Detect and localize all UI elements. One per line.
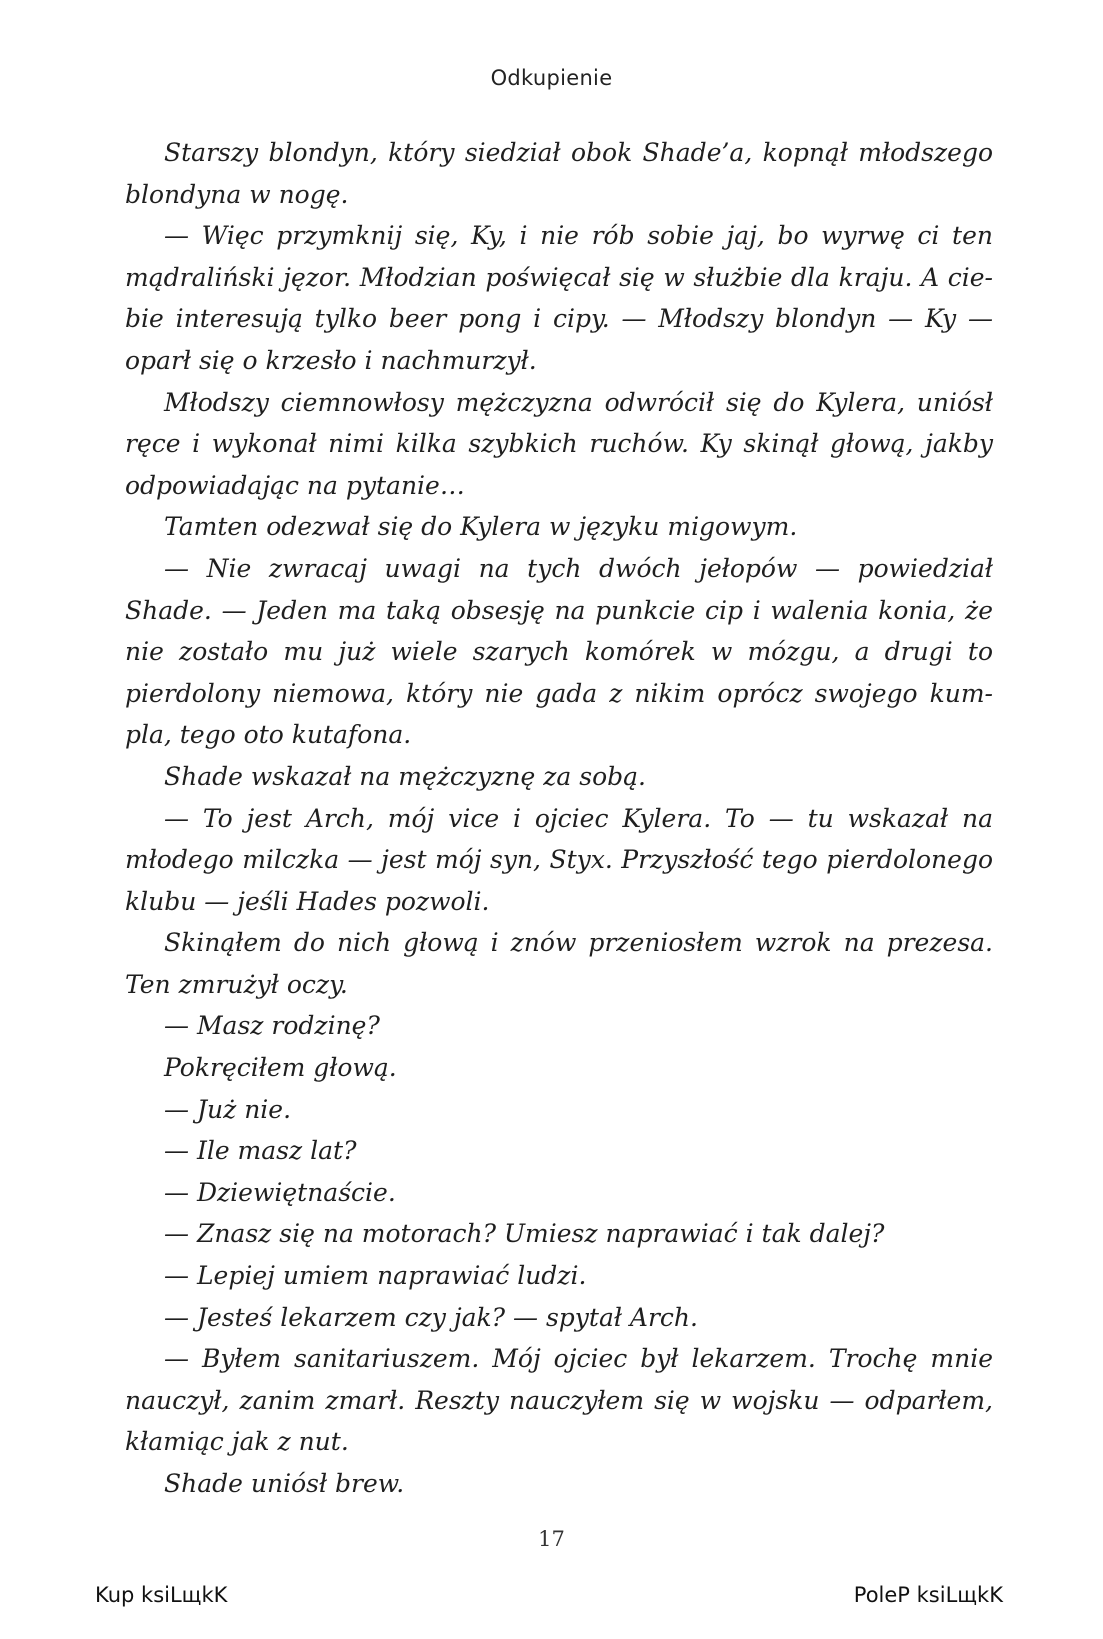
paragraph: — To jest Arch, mój vice i ojciec Kylera. To — tu wskazał na młodego milczka — jest mój syn, Styx. Przyszłość tego pierdolonego klubu — jeśli Hades pozwoli. — [125, 803, 993, 916]
paragraph: Pokręciłem głową. — [164, 1053, 397, 1083]
paragraph: — Nie zwracaj uwagi na tych dwóch jełopów — powiedział Shade. — Jeden ma taką obsesję na punkcie cip i walenia konia, że nie zostało mu już wiele szarych komórek w mózgu, a drugi to pierdolony niemowa, który nie gada z nikim oprócz swojego kumpla, tego oto kutafona. — [125, 553, 993, 750]
paragraph: — Już nie. — [164, 1094, 292, 1124]
page-number: 17 — [538, 1527, 565, 1551]
paragraph: — Byłem sanitariuszem. Mój ojciec był lekarzem. Trochę mnie nauczył, zanim zmarł. Reszty nauczyłem się w wojsku — odparłem, kłamiąc jak z nut. — [125, 1344, 993, 1457]
paragraph: Młodszy ciemnowłosy mężczyzna odwrócił się do Kylera, uniósł ręce i wykonał nimi kilka szybkich ruchów. Ky skinął głową, jakby odpowiadając na pytanie… — [125, 387, 993, 500]
paragraph: — Lepiej umiem naprawiać ludzi. — [164, 1261, 587, 1291]
text-block — [125, 132, 993, 1505]
paragraph: — Ile masz lat? — [164, 1136, 357, 1166]
paragraph: — Znasz się na motorach? Umiesz naprawiać i tak dalej? — [164, 1219, 885, 1249]
paragraph: — Dziewiętnaście. — [164, 1177, 396, 1207]
paragraph: Shade wskazał na mężczyznę za sobą. — [164, 761, 646, 791]
paragraph: Starszy blondyn, który siedział obok Shade’a, kopnął młodszego blondyna w nogę. — [125, 138, 993, 209]
paragraph: Shade uniósł brew. — [164, 1469, 405, 1498]
paragraph: — Więc przymknij się, Ky, i nie rób sobie jaj, bo wyrwę ci ten mądraliński jęzor. Młodzian poświęcał się w służbie dla kraju. A ciebie interesują tylko beer pong i cipy. — Młodszy blondyn — Ky — oparł się o krzesło i nachmurzył. — [125, 221, 993, 375]
paragraph: Skinąłem do nich głową i znów przeniosłem wzrok na prezesa. Ten zmrużył oczy. — [125, 928, 993, 999]
paragraph: Tamten odezwał się do Kylera w języku migowym. — [164, 512, 798, 542]
paragraph: — Jesteś lekarzem czy jak? — spytał Arch. — [164, 1302, 698, 1332]
buy-book-link[interactable]: Kup ksiLщkK — [95, 1583, 228, 1607]
recommend-book-link[interactable]: PoleP ksiLщkK — [853, 1583, 1003, 1607]
running-head: Odkupienie — [490, 66, 613, 90]
paragraph: — Masz rodzinę? — [164, 1011, 380, 1041]
